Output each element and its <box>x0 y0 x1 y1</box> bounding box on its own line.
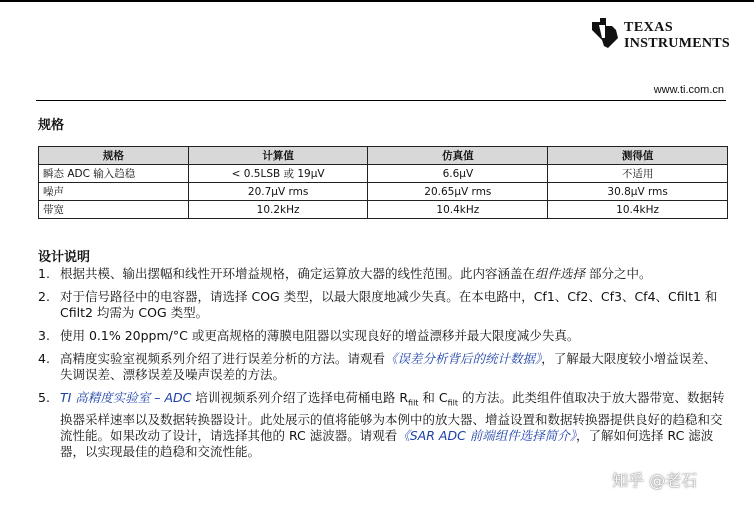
item-text: 的方法。此类组件值取决于放大器带宽、数据转换器采样速率以及数据转换器设计。此处展示的值将能够为本例中的放大器、增益设置和数据转换器提供良好的趋稳和交流性能。如果改动了设计，请选择其他的 RC 滤波器。请观看 <box>60 390 725 443</box>
sim-value: 20.65μV rms <box>368 183 548 201</box>
table-row <box>39 165 728 183</box>
row-name: 瞬态 ADC 输入趋稳 <box>39 165 189 183</box>
item-text: 对于信号路径中的电容器，请选择 COG 类型，以最大限度地减少失真。在本电路中，Cf1、Cf2、Cf3、Cf4、Cfilt1 和 Cfilt2 均需为 COG 类型。 <box>60 289 718 320</box>
logo-line1: TEXAS <box>624 20 674 35</box>
spec-table <box>38 146 728 219</box>
list-item <box>38 328 728 344</box>
spec-heading: 规格 <box>38 118 65 133</box>
row-name: 噪声 <box>39 183 189 201</box>
item-number: 5. <box>38 390 50 405</box>
design-notes-list <box>38 266 728 467</box>
sar-adc-link[interactable]: 《SAR ADC 前端组件选择简介》 <box>397 427 577 443</box>
calc-value: 20.7μV rms <box>188 183 368 201</box>
meas-value: 不适用 <box>548 165 728 183</box>
list-item <box>38 390 728 460</box>
item-text: ，了解最大限度较小增益误差、失调误差、漂移误差及噪声误差的方法。 <box>60 351 717 382</box>
calc-value: < 0.5LSB 或 19μV <box>188 165 368 183</box>
item-italic: 组件选择 <box>535 266 586 281</box>
subscript-c: filt <box>447 398 459 408</box>
item-number: 1. <box>38 266 50 281</box>
item-number: 2. <box>38 289 50 304</box>
list-item <box>38 351 728 383</box>
ti-state-icon <box>590 16 620 50</box>
item-text: ，了解如何选择 RC 滤波器，以实现最佳的趋稳和交流性能。 <box>60 427 714 459</box>
meas-value: 30.8μV rms <box>548 183 728 201</box>
list-item <box>38 289 728 321</box>
calc-value: 10.2kHz <box>188 201 368 219</box>
error-analysis-link[interactable]: 《误差分析背后的统计数据》 <box>385 351 542 366</box>
meas-value: 10.4kHz <box>548 201 728 219</box>
sim-value: 6.6μV <box>368 165 548 183</box>
logo-line2: INSTRUMENTS <box>624 36 730 51</box>
row-name: 带宽 <box>39 201 189 219</box>
precision-labs-link[interactable]: TI 高精度实验室 – ADC <box>60 390 192 405</box>
top-rule <box>0 0 754 2</box>
item-text: 高精度实验室视频系列介绍了进行误差分析的方法。请观看 <box>60 351 386 366</box>
ti-logo <box>590 14 730 54</box>
item-text: 培训视频系列介绍了选择电荷桶电路 R <box>191 390 409 405</box>
subscript-r: filt <box>408 398 419 408</box>
column-header: 规格 <box>39 147 189 165</box>
header-rule <box>36 100 726 101</box>
item-text: 和 C <box>418 390 448 405</box>
column-header: 仿真值 <box>368 147 548 165</box>
table-row <box>39 183 728 201</box>
column-header: 测得值 <box>548 147 728 165</box>
item-text: 根据共模、输出摆幅和线性开环增益规格，确定运算放大器的线性范围。此内容涵盖在 <box>60 266 536 281</box>
item-text: 使用 0.1% 20ppm/°C 或更高规格的薄膜电阻器以实现良好的增益漂移并最大限度减少失真。 <box>60 328 580 343</box>
column-header: 计算值 <box>188 147 368 165</box>
site-url[interactable]: www.ti.com.cn <box>653 84 724 96</box>
watermark: 知乎 @老石 <box>612 471 698 490</box>
table-header-row <box>39 147 728 165</box>
item-number: 4. <box>38 351 50 366</box>
table-row <box>39 201 728 219</box>
list-item <box>38 266 728 282</box>
item-number: 3. <box>38 328 50 343</box>
item-text: 部分之中。 <box>585 266 652 281</box>
design-heading: 设计说明 <box>38 250 91 265</box>
sim-value: 10.4kHz <box>368 201 548 219</box>
